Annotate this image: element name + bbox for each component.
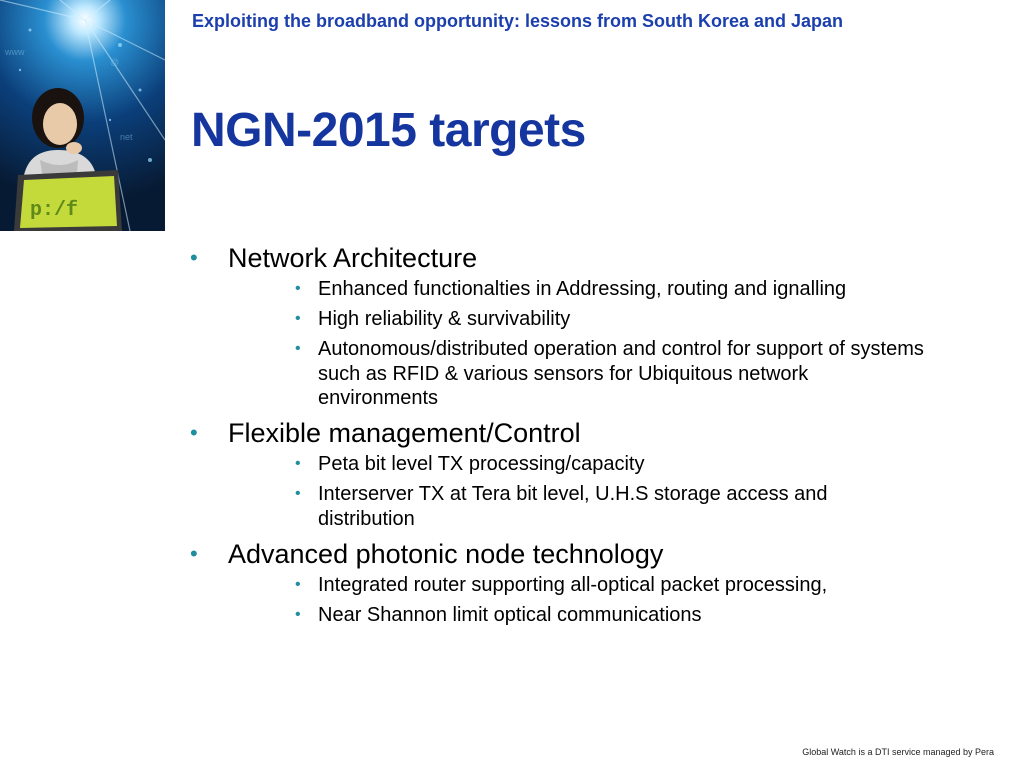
bullet-icon: • bbox=[295, 575, 301, 593]
svg-text:p:/f: p:/f bbox=[30, 199, 79, 222]
bullet-icon: • bbox=[295, 485, 301, 502]
sub-bullet-item bbox=[0, 307, 928, 332]
bullet-icon: • bbox=[295, 455, 301, 472]
bullet-item-flexible-management bbox=[0, 416, 1024, 450]
svg-text:net: net bbox=[120, 132, 133, 142]
slide-title: NGN-2015 targets bbox=[191, 104, 586, 157]
header-title: Exploiting the broadband opportunity: lessons from South Korea and Japan bbox=[192, 11, 844, 31]
bullet-icon: • bbox=[190, 420, 198, 445]
sub-bullet-text: Enhanced functionalties in Addressing, routing and ignalling bbox=[318, 278, 847, 300]
svg-text:www: www bbox=[5, 47, 25, 57]
bullet-icon: • bbox=[190, 540, 198, 566]
sub-bullet-item bbox=[0, 573, 928, 598]
bullet-item-network-architecture bbox=[0, 241, 1024, 275]
sub-bullet-item bbox=[0, 277, 928, 302]
bullet-icon: • bbox=[295, 340, 301, 357]
sub-bullet-item bbox=[0, 603, 928, 628]
bullet-label: Advanced photonic node technology bbox=[228, 538, 664, 569]
svg-text:@: @ bbox=[110, 57, 120, 67]
sub-bullet-text: Integrated router supporting all-optical packet processing, bbox=[318, 573, 828, 596]
bullet-label: Network Architecture bbox=[228, 243, 478, 273]
sub-bullet-text: Near Shannon limit optical communications bbox=[318, 603, 702, 626]
bullet-label: Flexible management/Control bbox=[228, 418, 581, 448]
sub-bullet-item bbox=[0, 452, 928, 477]
footer-credit: Global Watch is a DTI service managed by Pera bbox=[802, 747, 994, 757]
sub-bullet-item bbox=[0, 337, 928, 411]
bullet-list bbox=[0, 241, 1024, 633]
bullet-icon: • bbox=[295, 310, 301, 327]
sub-bullet-text: Peta bit level TX processing/capacity bbox=[318, 453, 645, 475]
sub-bullet-item bbox=[0, 482, 928, 531]
woman-at-laptop-photo bbox=[0, 0, 165, 231]
bullet-item-photonic-node bbox=[0, 537, 1024, 571]
sub-bullet-text: High reliability & survivability bbox=[318, 308, 571, 330]
bullet-icon: • bbox=[295, 605, 301, 623]
sub-bullet-text: Autonomous/distributed operation and control for support of systems such as RFID & various sensors for Ubiquitous network environments bbox=[318, 338, 924, 409]
bullet-icon: • bbox=[190, 245, 198, 270]
sub-bullet-text: Interserver TX at Tera bit level, U.H.S storage access and distribution bbox=[318, 483, 828, 530]
bullet-icon: • bbox=[295, 280, 301, 297]
